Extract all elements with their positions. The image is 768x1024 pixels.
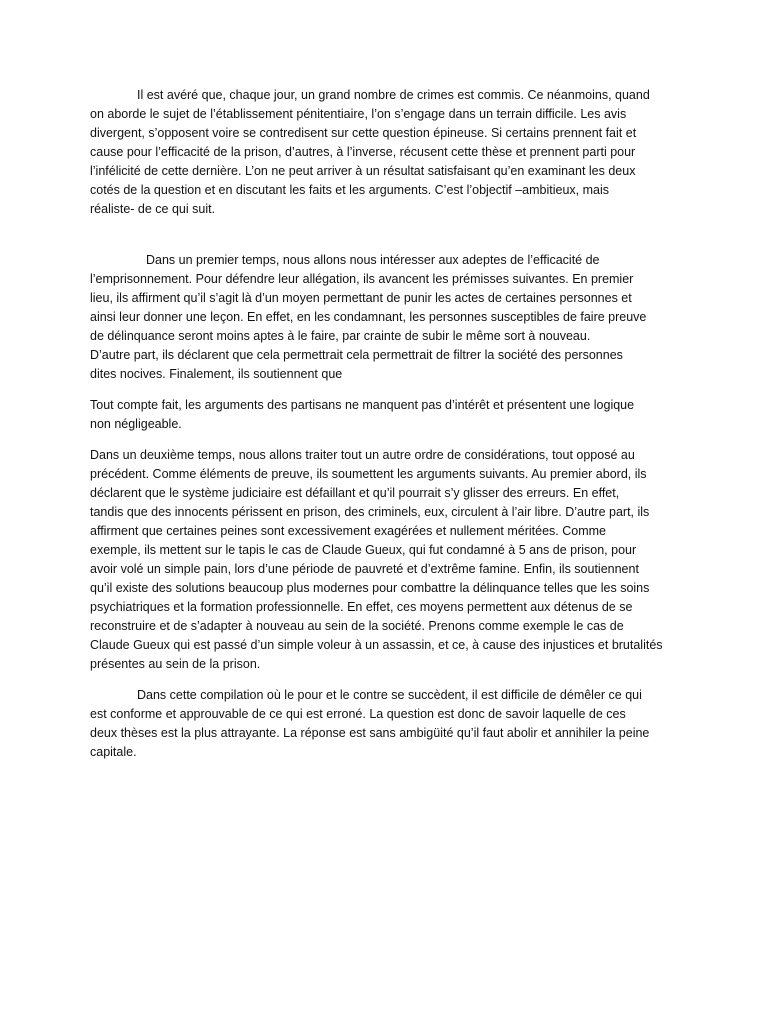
text-line: psychiatriques et la formation professionnelle. En effet, ces moyens permettent aux détenus de se	[90, 600, 633, 614]
text-line: reconstruire et de s’adapter à nouveau au sein de la société. Prenons comme exemple le cas de	[90, 619, 624, 633]
text-line: de délinquance seront moins aptes à le faire, par crainte de subir le même sort à nouveau.	[90, 329, 591, 343]
document-page	[90, 86, 678, 774]
text-line: présentes au sein de la prison.	[90, 657, 261, 671]
text-line: avoir volé un simple pain, lors d’une période de pauvreté et d’extrême famine. Enfin, ils soutiennent	[90, 562, 639, 576]
text-line: réaliste- de ce qui suit.	[90, 202, 216, 216]
text-line: précédent. Comme éléments de preuve, ils soumettent les arguments suivants. Au premier abord, ils	[90, 467, 647, 481]
text-line: D’autre part, ils déclarent que cela permettrait cela permettrait de filtrer la société des personnes	[90, 348, 623, 362]
text-line: déclarent que le système judiciaire est défaillant et qu’il pourrait s’y glisser des erreurs. En effet,	[90, 486, 620, 500]
text-line: tandis que des innocents périssent en prison, des criminels, eux, circulent à l’air libre. D’autre part, ils	[90, 505, 650, 519]
paragraph-intro	[90, 86, 678, 219]
paragraph-transition	[90, 396, 678, 434]
text-line: lieu, ils affirment qu’il s’agit là d’un moyen permettant de punir les actes de certaines personnes et	[90, 291, 632, 305]
text-line: Claude Gueux qui est passé d’un simple voleur à un assassin, et ce, à cause des injustices et brutalités	[90, 638, 663, 652]
text-line: on aborde le sujet de l’établissement pénitentiaire, l’on s’engage dans un terrain difficile. Les avis	[90, 107, 627, 121]
text-line: cotés de la question et en discutant les faits et les arguments. C’est l’objectif –ambitieux, mais	[90, 183, 610, 197]
text-line: qu’il existe des solutions beaucoup plus modernes pour combattre la délinquance telles que les soins	[90, 581, 650, 595]
text-line: exemple, ils mettent sur le tapis le cas de Claude Gueux, qui fut condamné à 5 ans de prison, pour	[90, 543, 637, 557]
text-line: deux thèses est la plus attrayante. La réponse est sans ambigüité qu’il faut abolir et annihiler la peine	[90, 726, 650, 740]
text-line: affirment que certaines peines sont excessivement exagérées et nullement méritées. Comme	[90, 524, 606, 538]
text-line: l’infélicité de cette dernière. L’on ne peut arriver à un résultat satisfaisant qu’en examinant les deux	[90, 164, 636, 178]
text-line: Dans un premier temps, nous allons nous intéresser aux adeptes de l’efficacité de	[146, 253, 600, 267]
text-line: Tout compte fait, les arguments des partisans ne manquent pas d’intérêt et présentent une logique	[90, 398, 635, 412]
text-line: capitale.	[90, 745, 137, 759]
text-line: divergent, s’opposent voire se contredisent sur cette question épineuse. Si certains prennent fait et	[90, 126, 637, 140]
text-line: Il est avéré que, chaque jour, un grand nombre de crimes est commis. Ce néanmoins, quand	[137, 88, 650, 102]
text-line: l’emprisonnement. Pour défendre leur allégation, ils avancent les prémisses suivantes. En premier	[90, 272, 634, 286]
text-line: dites nocives. Finalement, ils soutiennent que	[90, 367, 343, 381]
paragraph-conclusion	[90, 686, 678, 762]
text-line: cause pour l’efficacité de la prison, d’autres, à l’inverse, récusent cette thèse et prennent parti pour	[90, 145, 636, 159]
paragraph-second-thesis	[90, 446, 678, 674]
text-line: est conforme et approuvable de ce qui est erroné. La question est donc de savoir laquelle de ces	[90, 707, 626, 721]
text-line: Dans cette compilation où le pour et le contre se succèdent, il est difficile de démêler ce qui	[137, 688, 642, 702]
paragraph-first-thesis	[90, 251, 678, 384]
text-line: ainsi leur donner une leçon. En effet, en les condamnant, les personnes susceptibles de faire preuve	[90, 310, 647, 324]
text-line: non négligeable.	[90, 417, 182, 431]
text-line: Dans un deuxième temps, nous allons traiter tout un autre ordre de considérations, tout opposé au	[90, 448, 635, 462]
